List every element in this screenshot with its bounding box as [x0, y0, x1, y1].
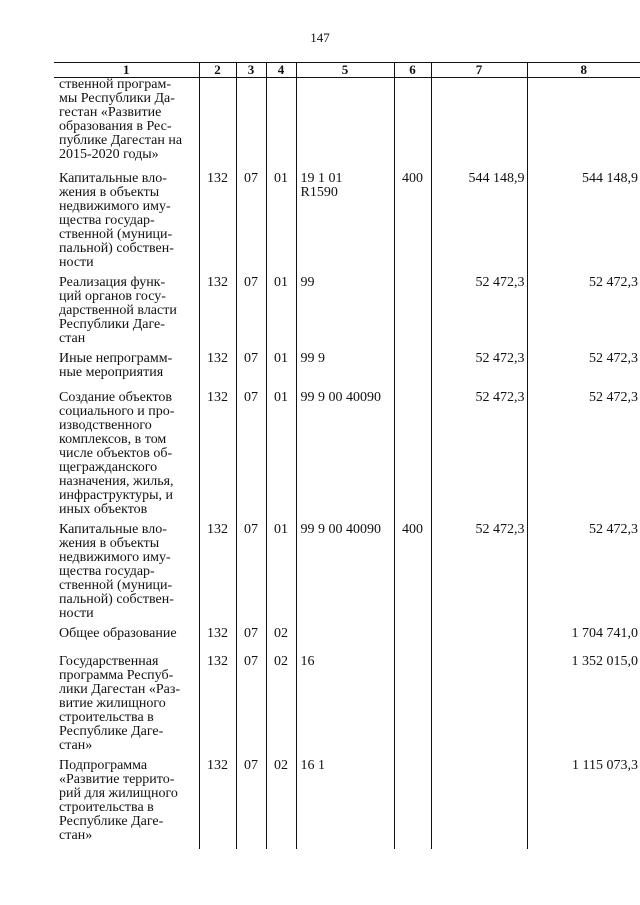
section-code: 07 — [236, 166, 266, 270]
expense-type-code: 400 — [394, 166, 431, 270]
amount-col8: 1 704 741,0 — [527, 621, 640, 649]
target-article-code — [296, 621, 394, 649]
amount-col8 — [527, 78, 640, 167]
target-article-code: 99 9 — [296, 346, 394, 385]
table-row — [54, 517, 640, 621]
target-article-code: 99 9 00 40090 — [296, 517, 394, 621]
target-article-code: 16 1 — [296, 753, 394, 849]
table-row — [54, 621, 640, 649]
section-code: 07 — [236, 346, 266, 385]
section-code: 07 — [236, 753, 266, 849]
subsection-code — [266, 78, 296, 167]
amount-col8: 544 148,9 — [527, 166, 640, 270]
expense-type-code — [394, 346, 431, 385]
amount-col8: 1 352 015,0 — [527, 649, 640, 753]
row-name: Подпрограмма «Развитие террито- рий для жилищного строительства в Республике Даге- стан» — [59, 758, 178, 843]
row-name: Общее образование — [59, 626, 177, 641]
table-row — [54, 346, 640, 385]
column-header: 5 — [296, 63, 394, 78]
table-row — [54, 270, 640, 346]
amount-col8: 52 472,3 — [527, 517, 640, 621]
amount-col7 — [431, 649, 527, 753]
budget-table — [54, 62, 640, 849]
amount-col8: 52 472,3 — [527, 385, 640, 517]
amount-col7: 544 148,9 — [431, 166, 527, 270]
table-row — [54, 649, 640, 753]
amount-col7 — [431, 621, 527, 649]
column-header: 3 — [236, 63, 266, 78]
row-name: Государственная программа Респуб- лики Дагестан «Раз- витие жилищного строительства в Республике Даге- стан» — [59, 654, 181, 753]
target-article-code: 99 — [296, 270, 394, 346]
subsection-code: 01 — [266, 517, 296, 621]
amount-col7: 52 472,3 — [431, 270, 527, 346]
table-header-row — [54, 63, 640, 78]
ministry-code: 132 — [199, 385, 236, 517]
row-name: Капитальные вло- жения в объекты недвижимого иму- щества государ- ственной (муници- пальной) собствен- ности — [59, 522, 174, 621]
section-code: 07 — [236, 385, 266, 517]
target-article-code — [296, 78, 394, 167]
page-number: 147 — [310, 30, 330, 45]
row-name: Создание объектов социального и про- изводственного комплексов, в том числе объектов об- щегражданского назначения, жилья, инфраструктуры, и иных объектов — [59, 390, 175, 517]
table-row — [54, 753, 640, 849]
column-header: 2 — [199, 63, 236, 78]
target-article-code: 99 9 00 40090 — [296, 385, 394, 517]
amount-col7 — [431, 753, 527, 849]
subsection-code: 02 — [266, 649, 296, 753]
ministry-code: 132 — [199, 166, 236, 270]
subsection-code: 02 — [266, 621, 296, 649]
row-name: Иные непрограмм- ные мероприятия — [59, 351, 173, 380]
ministry-code: 132 — [199, 649, 236, 753]
expense-type-code: 400 — [394, 517, 431, 621]
expense-type-code — [394, 385, 431, 517]
expense-type-code — [394, 621, 431, 649]
row-name: Капитальные вло- жения в объекты недвижимого иму- щества государ- ственной (муници- пальной) собствен- ности — [59, 171, 174, 270]
subsection-code: 01 — [266, 385, 296, 517]
ministry-code: 132 — [199, 270, 236, 346]
subsection-code: 01 — [266, 270, 296, 346]
expense-type-code — [394, 270, 431, 346]
column-header: 1 — [54, 63, 199, 78]
section-code: 07 — [236, 270, 266, 346]
ministry-code: 132 — [199, 346, 236, 385]
row-name: ственной програм- мы Республики Да- гестан «Развитие образования в Рес- публике Дагестан на 2015-2020 годы» — [59, 77, 183, 162]
amount-col8: 52 472,3 — [527, 346, 640, 385]
table-row — [54, 166, 640, 270]
column-header: 4 — [266, 63, 296, 78]
ministry-code — [199, 78, 236, 167]
expense-type-code — [394, 649, 431, 753]
column-header: 7 — [431, 63, 527, 78]
ministry-code: 132 — [199, 753, 236, 849]
column-header: 8 — [527, 63, 640, 78]
subsection-code: 01 — [266, 166, 296, 270]
expense-type-code — [394, 78, 431, 167]
amount-col7: 52 472,3 — [431, 346, 527, 385]
table-row — [54, 385, 640, 517]
amount-col7: 52 472,3 — [431, 385, 527, 517]
table-row — [54, 78, 640, 167]
subsection-code: 02 — [266, 753, 296, 849]
expense-type-code — [394, 753, 431, 849]
section-code: 07 — [236, 517, 266, 621]
amount-col7 — [431, 78, 527, 167]
section-code: 07 — [236, 649, 266, 753]
subsection-code: 01 — [266, 346, 296, 385]
target-article-code: 19 1 01 R1590 — [296, 166, 394, 270]
ministry-code: 132 — [199, 621, 236, 649]
section-code: 07 — [236, 621, 266, 649]
target-article-code: 16 — [296, 649, 394, 753]
amount-col7: 52 472,3 — [431, 517, 527, 621]
section-code — [236, 78, 266, 167]
column-header: 6 — [394, 63, 431, 78]
amount-col8: 1 115 073,3 — [527, 753, 640, 849]
amount-col8: 52 472,3 — [527, 270, 640, 346]
ministry-code: 132 — [199, 517, 236, 621]
row-name: Реализация функ- ций органов госу- дарственной власти Республики Даге- стан — [59, 275, 177, 346]
